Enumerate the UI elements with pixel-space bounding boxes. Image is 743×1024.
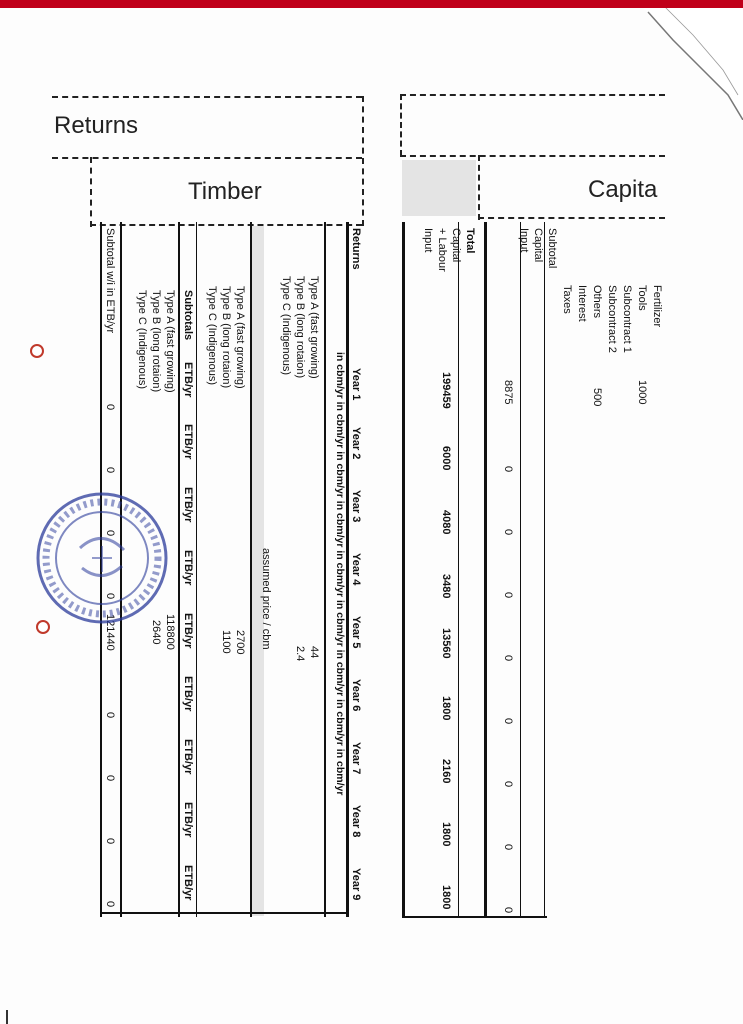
year-header: Year 1 bbox=[350, 368, 362, 401]
volume-value: 44 bbox=[308, 646, 320, 659]
capital-item-label: Tools bbox=[636, 285, 648, 311]
etb-unit: ETB/yr bbox=[182, 550, 194, 586]
returns-rule bbox=[178, 222, 180, 917]
total-label: + Labour bbox=[436, 228, 448, 272]
returns-rule bbox=[324, 222, 326, 917]
subtotal-capital-value: 8875 bbox=[502, 380, 514, 405]
subtotal-row-label: Type A (fast growing) bbox=[164, 290, 176, 393]
etb-unit: ETB/yr bbox=[182, 487, 194, 523]
subtotal-row-label: Type C (Indigenous) bbox=[136, 290, 148, 390]
etb-unit: ETB/yr bbox=[182, 739, 194, 775]
capital-bottom-rule bbox=[402, 916, 547, 918]
subtotal-wi-value: 0 bbox=[104, 530, 116, 537]
subtotal-value: 118800 bbox=[164, 614, 176, 650]
etb-unit: ETB/yr bbox=[182, 802, 194, 838]
capital-item-label: Subcontract 2 bbox=[606, 285, 618, 353]
price-value: 2700 bbox=[234, 630, 246, 655]
subtotal-wi-value: 0 bbox=[104, 775, 116, 782]
total-value: 13560 bbox=[440, 628, 452, 659]
corner-mark bbox=[6, 1010, 8, 1024]
punch-hole-mark bbox=[30, 344, 44, 358]
punch-hole-mark bbox=[36, 620, 50, 634]
total-label: Total bbox=[464, 228, 476, 254]
capital-rule bbox=[544, 222, 545, 917]
subtotal-wi-value: 0 bbox=[104, 901, 116, 908]
volume-row-label: Type C (Indigenous) bbox=[280, 276, 292, 376]
capital-gray-cell bbox=[402, 160, 476, 216]
price-row-label: Type C (Indigenous) bbox=[206, 286, 218, 386]
capital-box-mid bbox=[400, 155, 665, 157]
capital-box-bottom bbox=[478, 217, 665, 219]
price-row-label: Type B (long rotaion) bbox=[220, 286, 232, 389]
year-header: Year 2 bbox=[350, 427, 362, 460]
total-value: 1800 bbox=[440, 885, 452, 910]
subtotal-wi-value: 0 bbox=[104, 593, 116, 600]
returns-box-top bbox=[52, 96, 362, 98]
capital-others-value: 500 bbox=[591, 388, 603, 407]
capital-rule bbox=[520, 222, 521, 917]
total-value: 1800 bbox=[440, 696, 452, 721]
etb-unit: ETB/yr bbox=[182, 865, 194, 901]
price-row-label: Type A (fast growing) bbox=[234, 286, 246, 389]
subtotal-wi-label: Subtotal w/i in ETB/yr bbox=[104, 228, 116, 334]
capital-item-label: Taxes bbox=[561, 285, 573, 314]
timber-heading: Timber bbox=[188, 178, 262, 205]
subtotal-capital-value: 0 bbox=[502, 529, 514, 536]
torn-corner bbox=[633, 0, 743, 120]
year-header: Year 4 bbox=[350, 553, 362, 586]
etb-unit: ETB/yr bbox=[182, 362, 194, 398]
year-header: Year 5 bbox=[350, 616, 362, 649]
total-value: 2160 bbox=[440, 759, 452, 784]
timber-box-left bbox=[90, 157, 92, 227]
subtotal-capital-value: 0 bbox=[502, 844, 514, 851]
total-value: 6000 bbox=[440, 446, 452, 471]
subtotal-wi-value: 0 bbox=[104, 712, 116, 719]
subtotals-label: Subtotals bbox=[182, 290, 194, 341]
red-edge bbox=[0, 0, 743, 8]
year-header: Year 3 bbox=[350, 490, 362, 523]
subtotal-capital-value: 0 bbox=[502, 718, 514, 725]
capital-rule-bold bbox=[402, 222, 405, 917]
returns-bottom-rule bbox=[100, 912, 348, 914]
capital-item-label: Subcontract 1 bbox=[621, 285, 633, 353]
unit-row: in cbm/yr in cbm/yr in cbm/yr in cbm/yr in cbm/yr in cbm/yr in cbm/yr in cbm/yr in cbm/yr bbox=[334, 352, 346, 796]
timber-box-bottom bbox=[90, 224, 362, 226]
year-header: Year 8 bbox=[350, 805, 362, 838]
capital-rule bbox=[458, 222, 459, 917]
returns-box-bottom bbox=[52, 157, 362, 159]
subtotal-label: Capital bbox=[532, 228, 544, 263]
subtotal-label: Subtotal bbox=[546, 228, 558, 269]
total-value: 199459 bbox=[440, 372, 452, 409]
volume-row-label: Type A (fast growing) bbox=[308, 276, 320, 379]
subtotal-value: 2640 bbox=[150, 620, 162, 645]
subtotal-wi-value: 0 bbox=[104, 838, 116, 845]
capital-box-top bbox=[400, 94, 665, 96]
subtotal-capital-value: 0 bbox=[502, 907, 514, 914]
volume-value: 2.4 bbox=[294, 646, 306, 662]
assumed-price-label: assumed price / cbm bbox=[260, 548, 272, 650]
subtotal-row-label: Type B (long rotaion) bbox=[150, 290, 162, 393]
subtotal-capital-value: 0 bbox=[502, 592, 514, 599]
etb-unit: ETB/yr bbox=[182, 613, 194, 649]
total-value: 3480 bbox=[440, 574, 452, 599]
etb-unit: ETB/yr bbox=[182, 424, 194, 460]
subtotal-capital-value: 0 bbox=[502, 466, 514, 473]
returns-heading: Returns bbox=[54, 112, 139, 139]
capital-item-label: Fertilizer bbox=[651, 285, 663, 328]
year-header: Year 6 bbox=[350, 679, 362, 712]
subtotal-label: Input bbox=[518, 228, 530, 253]
price-value: 1100 bbox=[220, 630, 232, 654]
total-label: Input bbox=[422, 228, 434, 253]
subtotal-wi-value: 121440 bbox=[104, 614, 116, 651]
official-stamp bbox=[32, 488, 172, 628]
capital-item-label: Others bbox=[591, 285, 603, 319]
subtotal-wi-value: 0 bbox=[104, 404, 116, 411]
subtotal-capital-value: 0 bbox=[502, 781, 514, 788]
capital-rule-bold bbox=[484, 222, 487, 917]
etb-unit: ETB/yr bbox=[182, 676, 194, 712]
capital-heading: Capita bbox=[588, 176, 658, 203]
total-value: 1800 bbox=[440, 822, 452, 847]
capital-item-label: Interest bbox=[576, 285, 588, 322]
capital-tools-value: 1000 bbox=[636, 380, 648, 405]
returns-rule-bold bbox=[346, 222, 349, 917]
subtotal-capital-value: 0 bbox=[502, 655, 514, 662]
total-value: 4080 bbox=[440, 510, 452, 535]
capital-box-divider bbox=[478, 155, 480, 220]
capital-box-left bbox=[400, 94, 402, 156]
volume-row-label: Type B (long rotaion) bbox=[294, 276, 306, 379]
year-header: Year 7 bbox=[350, 742, 362, 775]
year-header: Year 9 bbox=[350, 868, 362, 901]
returns-box-right bbox=[362, 96, 364, 226]
returns-header-label: Returns bbox=[350, 228, 362, 270]
subtotal-wi-value: 0 bbox=[104, 467, 116, 474]
returns-rule bbox=[196, 222, 197, 917]
total-label: Capital bbox=[450, 228, 462, 263]
